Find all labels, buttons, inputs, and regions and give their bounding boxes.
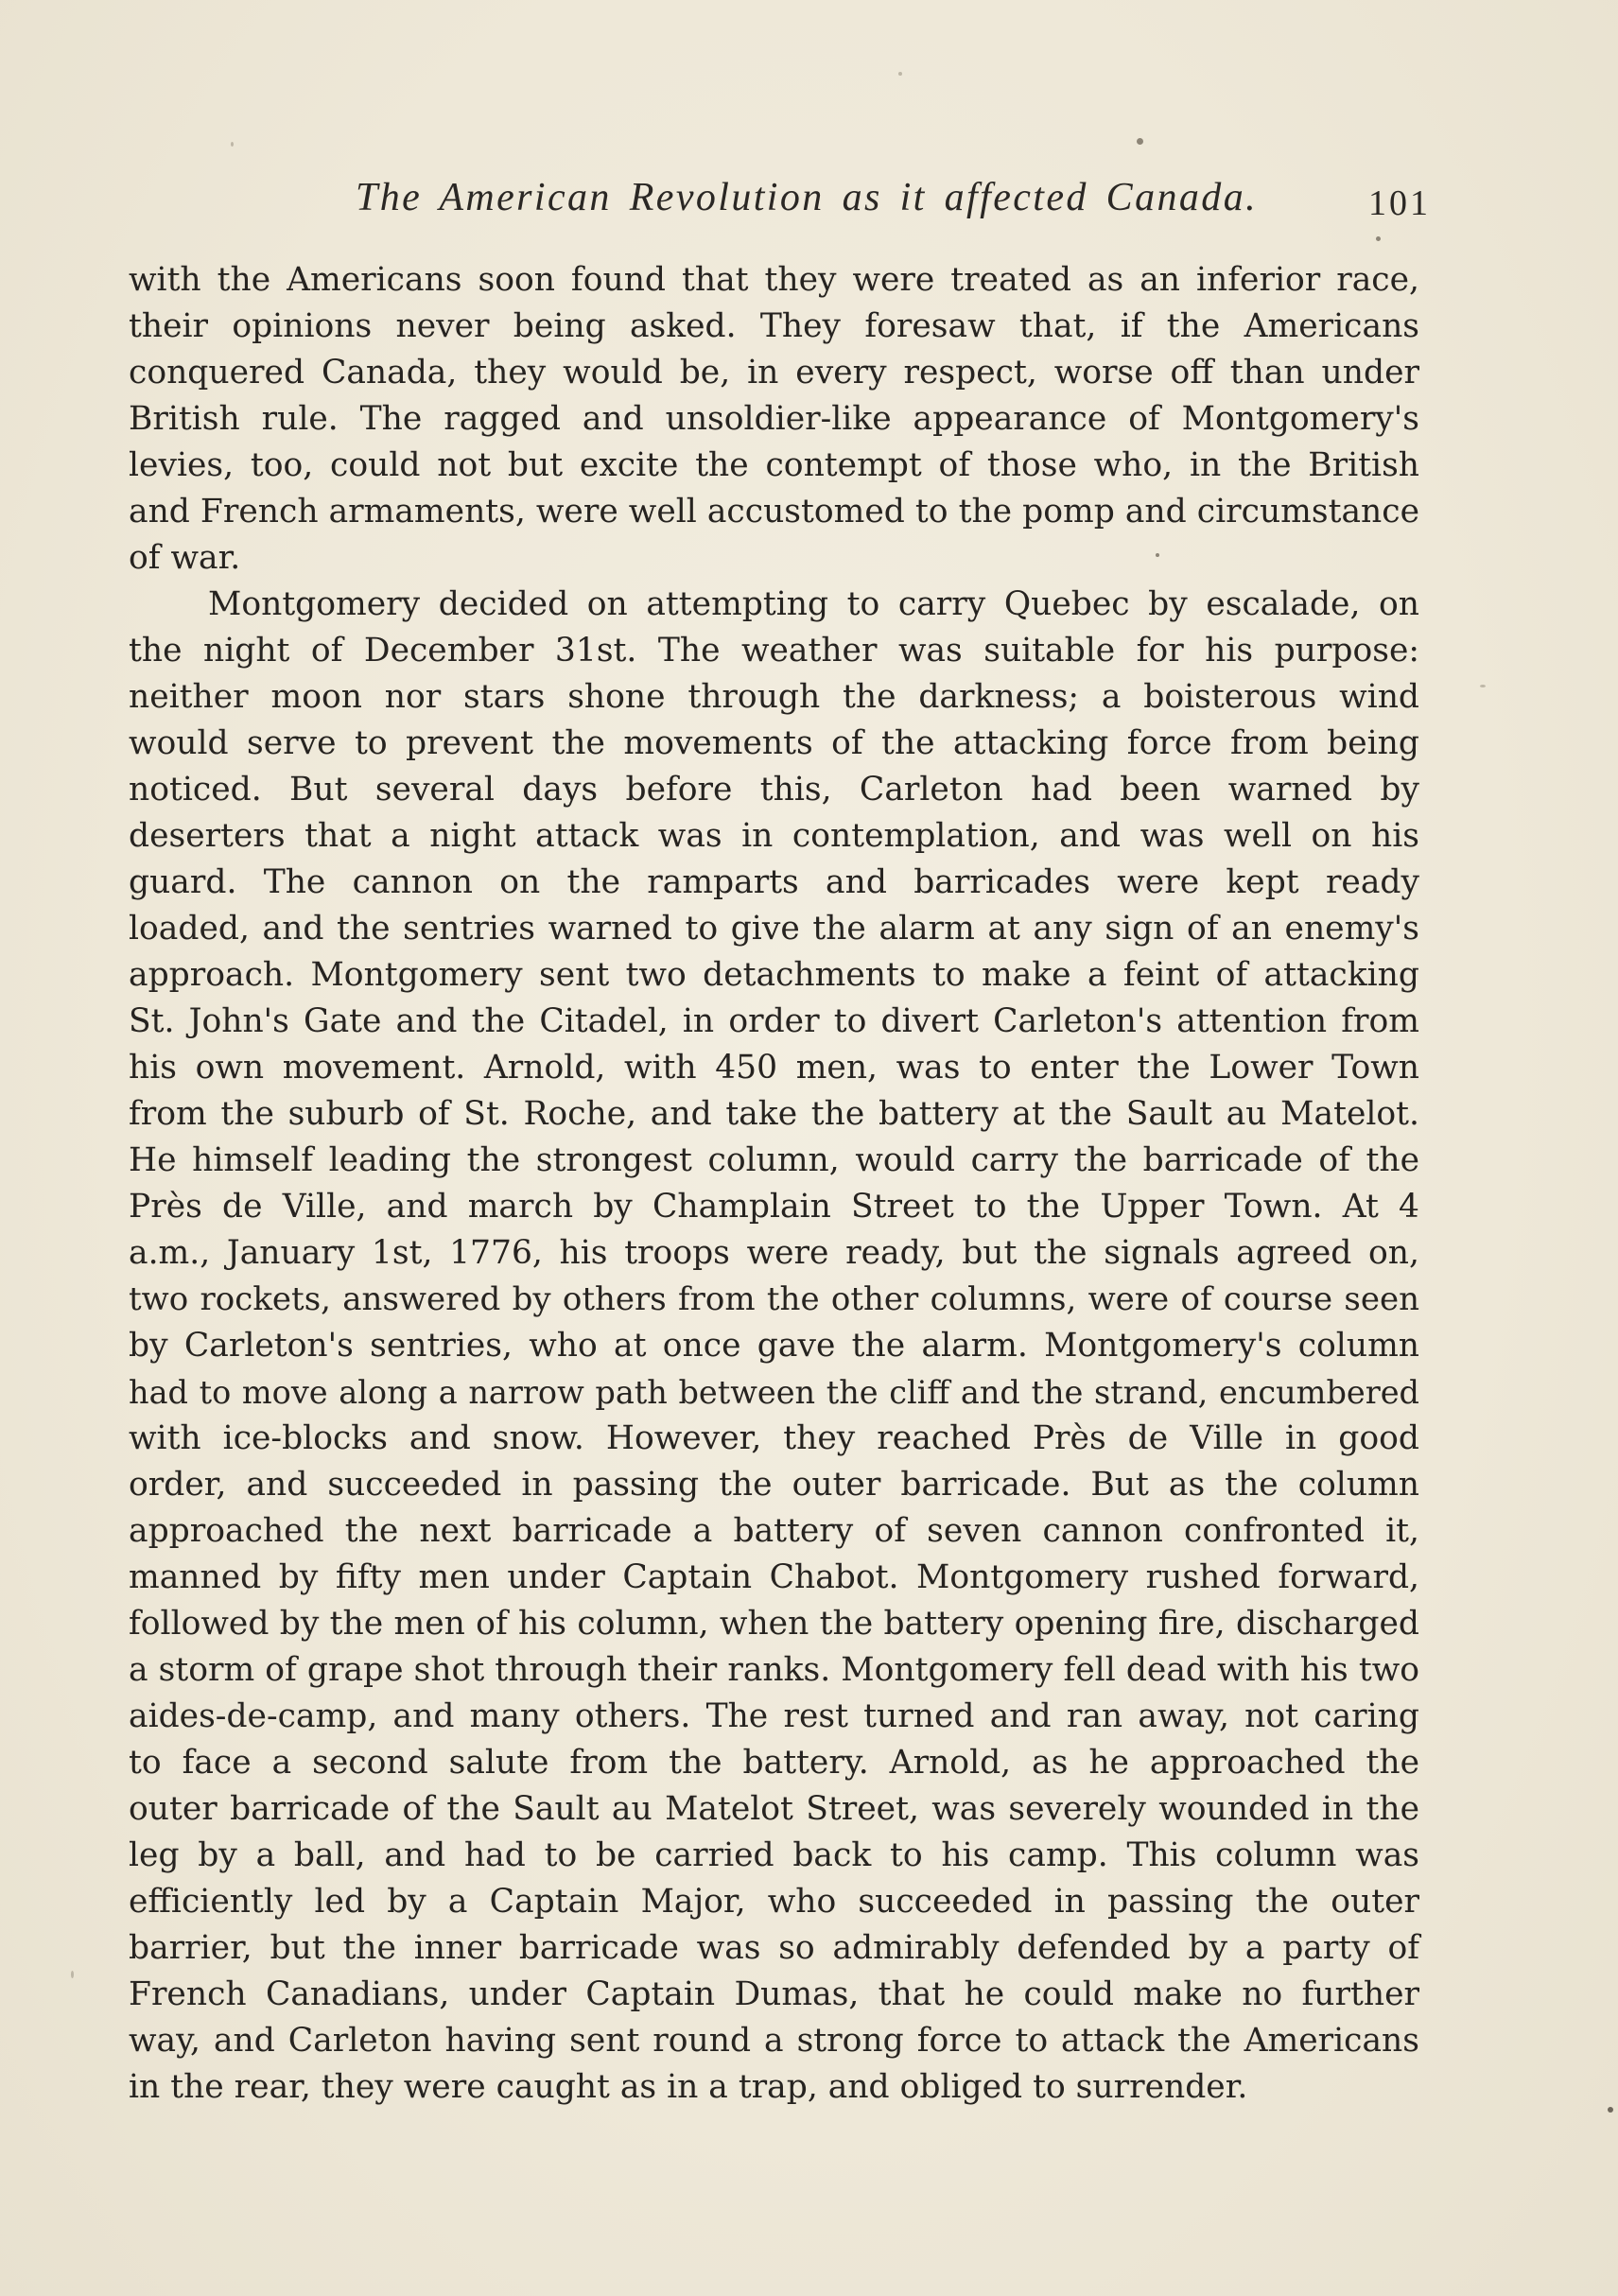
text-line: leg by a ball, and had to be carried back to his camp. This column was [129,1836,1419,1874]
text-line: He himself leading the strongest column, would carry the barricade of the [129,1141,1419,1179]
text-line: the night of December 31st. The weather was suitable for his purpose: [129,632,1419,670]
text-line: French Canadians, under Captain Dumas, that he could make no further [129,1975,1419,2013]
text-line: St. John's Gate and the Citadel, in order to divert Carleton's attention from [129,1002,1419,1040]
text-line: his own movement. Arnold, with 450 men, was to enter the Lower Town [129,1049,1419,1087]
text-line: way, and Carleton having sent round a strong force to attack the Americans [129,2022,1419,2060]
page-number: 101 [1368,183,1431,223]
paper-speck [1480,685,1486,687]
text-line: followed by the men of his column, when the battery opening fire, discharged [129,1605,1419,1643]
text-line: by Carleton's sentries, who at once gave the alarm. Montgomery's column [129,1327,1419,1365]
text-line: British rule. The ragged and unsoldier-like appearance of Montgomery's [129,400,1419,438]
text-line: of war. [129,539,241,577]
text-line: conquered Canada, they would be, in every respect, worse off than under [129,354,1419,391]
text-line: neither moon nor stars shone through the darkness; a boisterous wind [129,678,1419,716]
paper-speck [71,1971,74,1978]
text-line: and French armaments, were well accustomed to the pomp and circumstance [129,493,1419,531]
text-line: barrier, but the inner barricade was so admirably defended by a party of [129,1929,1419,1967]
text-line: levies, too, could not but excite the contempt of those who, in the British [129,446,1419,484]
text-line: to face a second salute from the battery. Arnold, as he approached the [129,1744,1419,1782]
text-line: efficiently led by a Captain Major, who succeeded in passing the outer [129,1883,1419,1921]
text-line: order, and succeeded in passing the outer barricade. But as the column [129,1466,1419,1504]
text-line: two rockets, answered by others from the other columns, were of course seen [129,1280,1419,1318]
text-line: would serve to prevent the movements of the attacking force from being [129,724,1419,762]
text-line: Montgomery decided on attempting to carry Quebec by escalade, on [208,585,1419,623]
text-line: guard. The cannon on the ramparts and barricades were kept ready [129,863,1419,901]
paper-speck [1156,553,1159,557]
text-line: their opinions never being asked. They foresaw that, if the Americans [129,307,1419,345]
text-line: noticed. But several days before this, Carleton had been warned by [129,771,1419,809]
text-line: a storm of grape shot through their ranks. Montgomery fell dead with his two [129,1651,1419,1689]
text-line: with the Americans soon found that they were treated as an inferior race, [129,261,1419,299]
paper-speck [231,142,234,147]
text-line: with ice-blocks and snow. However, they reached Près de Ville in good [129,1419,1419,1457]
paper-speck [1608,2107,1613,2113]
body-text [129,257,1419,2111]
paper-speck [1137,138,1143,145]
text-line: approach. Montgomery sent two detachments to make a feint of attacking [129,956,1419,994]
text-line: from the suburb of St. Roche, and take the battery at the Sault au Matelot. [129,1095,1419,1133]
text-line: outer barricade of the Sault au Matelot Street, was severely wounded in the [129,1790,1419,1828]
paper-speck [1376,236,1381,241]
text-line: a.m., January 1st, 1776, his troops were ready, but the signals agreed on, [129,1234,1419,1272]
text-line: in the rear, they were caught as in a trap, and obliged to surrender. [129,2068,1248,2106]
running-title: The American Revolution as it affected Canada. [356,176,1258,219]
text-line: had to move along a narrow path between the cliff and the strand, encumbered [129,1374,1419,1411]
text-line: aides-de-camp, and many others. The rest turned and ran away, not caring [129,1697,1419,1735]
running-head [0,175,1618,232]
text-line: Près de Ville, and march by Champlain Street to the Upper Town. At 4 [129,1188,1419,1226]
text-line: deserters that a night attack was in contemplation, and was well on his [129,817,1419,855]
text-line: approached the next barricade a battery of seven cannon confronted it, [129,1512,1419,1550]
paper-speck [898,72,902,76]
text-line: loaded, and the sentries warned to give the alarm at any sign of an enemy's [129,910,1419,948]
text-line: manned by fifty men under Captain Chabot. Montgomery rushed forward, [129,1558,1419,1596]
